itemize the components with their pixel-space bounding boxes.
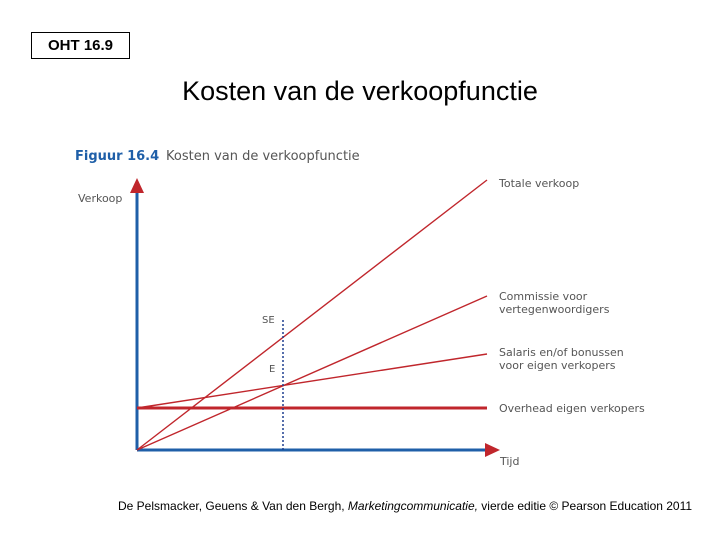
citation-book-title: Marketingcommunicatie, [347, 499, 478, 513]
label-commissie-line2: vertegenwoordigers [499, 303, 610, 316]
slide-number-badge: OHT 16.9 [31, 32, 130, 59]
slide-title: Kosten van de verkoopfunctie [182, 76, 538, 106]
label-totale-verkoop: Totale verkoop [499, 177, 580, 190]
point-label-se: SE [262, 315, 275, 326]
label-overhead: Overhead eigen verkopers [499, 402, 645, 415]
figure-caption: Kosten van de verkoopfunctie [166, 149, 360, 164]
figure-number: Figuur 16.4 [75, 149, 160, 164]
label-salaris-line2: voor eigen verkopers [499, 359, 616, 372]
citation-edition: vierde editie © Pearson Education 2011 [477, 499, 693, 513]
label-salaris-line1: Salaris en/of bonussen [499, 346, 624, 359]
line-salaris [137, 354, 487, 408]
line-commissie [137, 296, 487, 450]
y-axis-label: Verkoop [78, 192, 123, 205]
y-axis-arrow [130, 178, 144, 193]
label-commissie-line1: Commissie voor [499, 290, 588, 303]
citation-authors: De Pelsmacker, Geuens & Van den Bergh, [118, 499, 348, 513]
point-label-e: E [269, 364, 276, 375]
source-citation [118, 499, 718, 513]
x-axis-arrow [485, 443, 500, 457]
x-axis-label: Tijd [500, 455, 520, 468]
